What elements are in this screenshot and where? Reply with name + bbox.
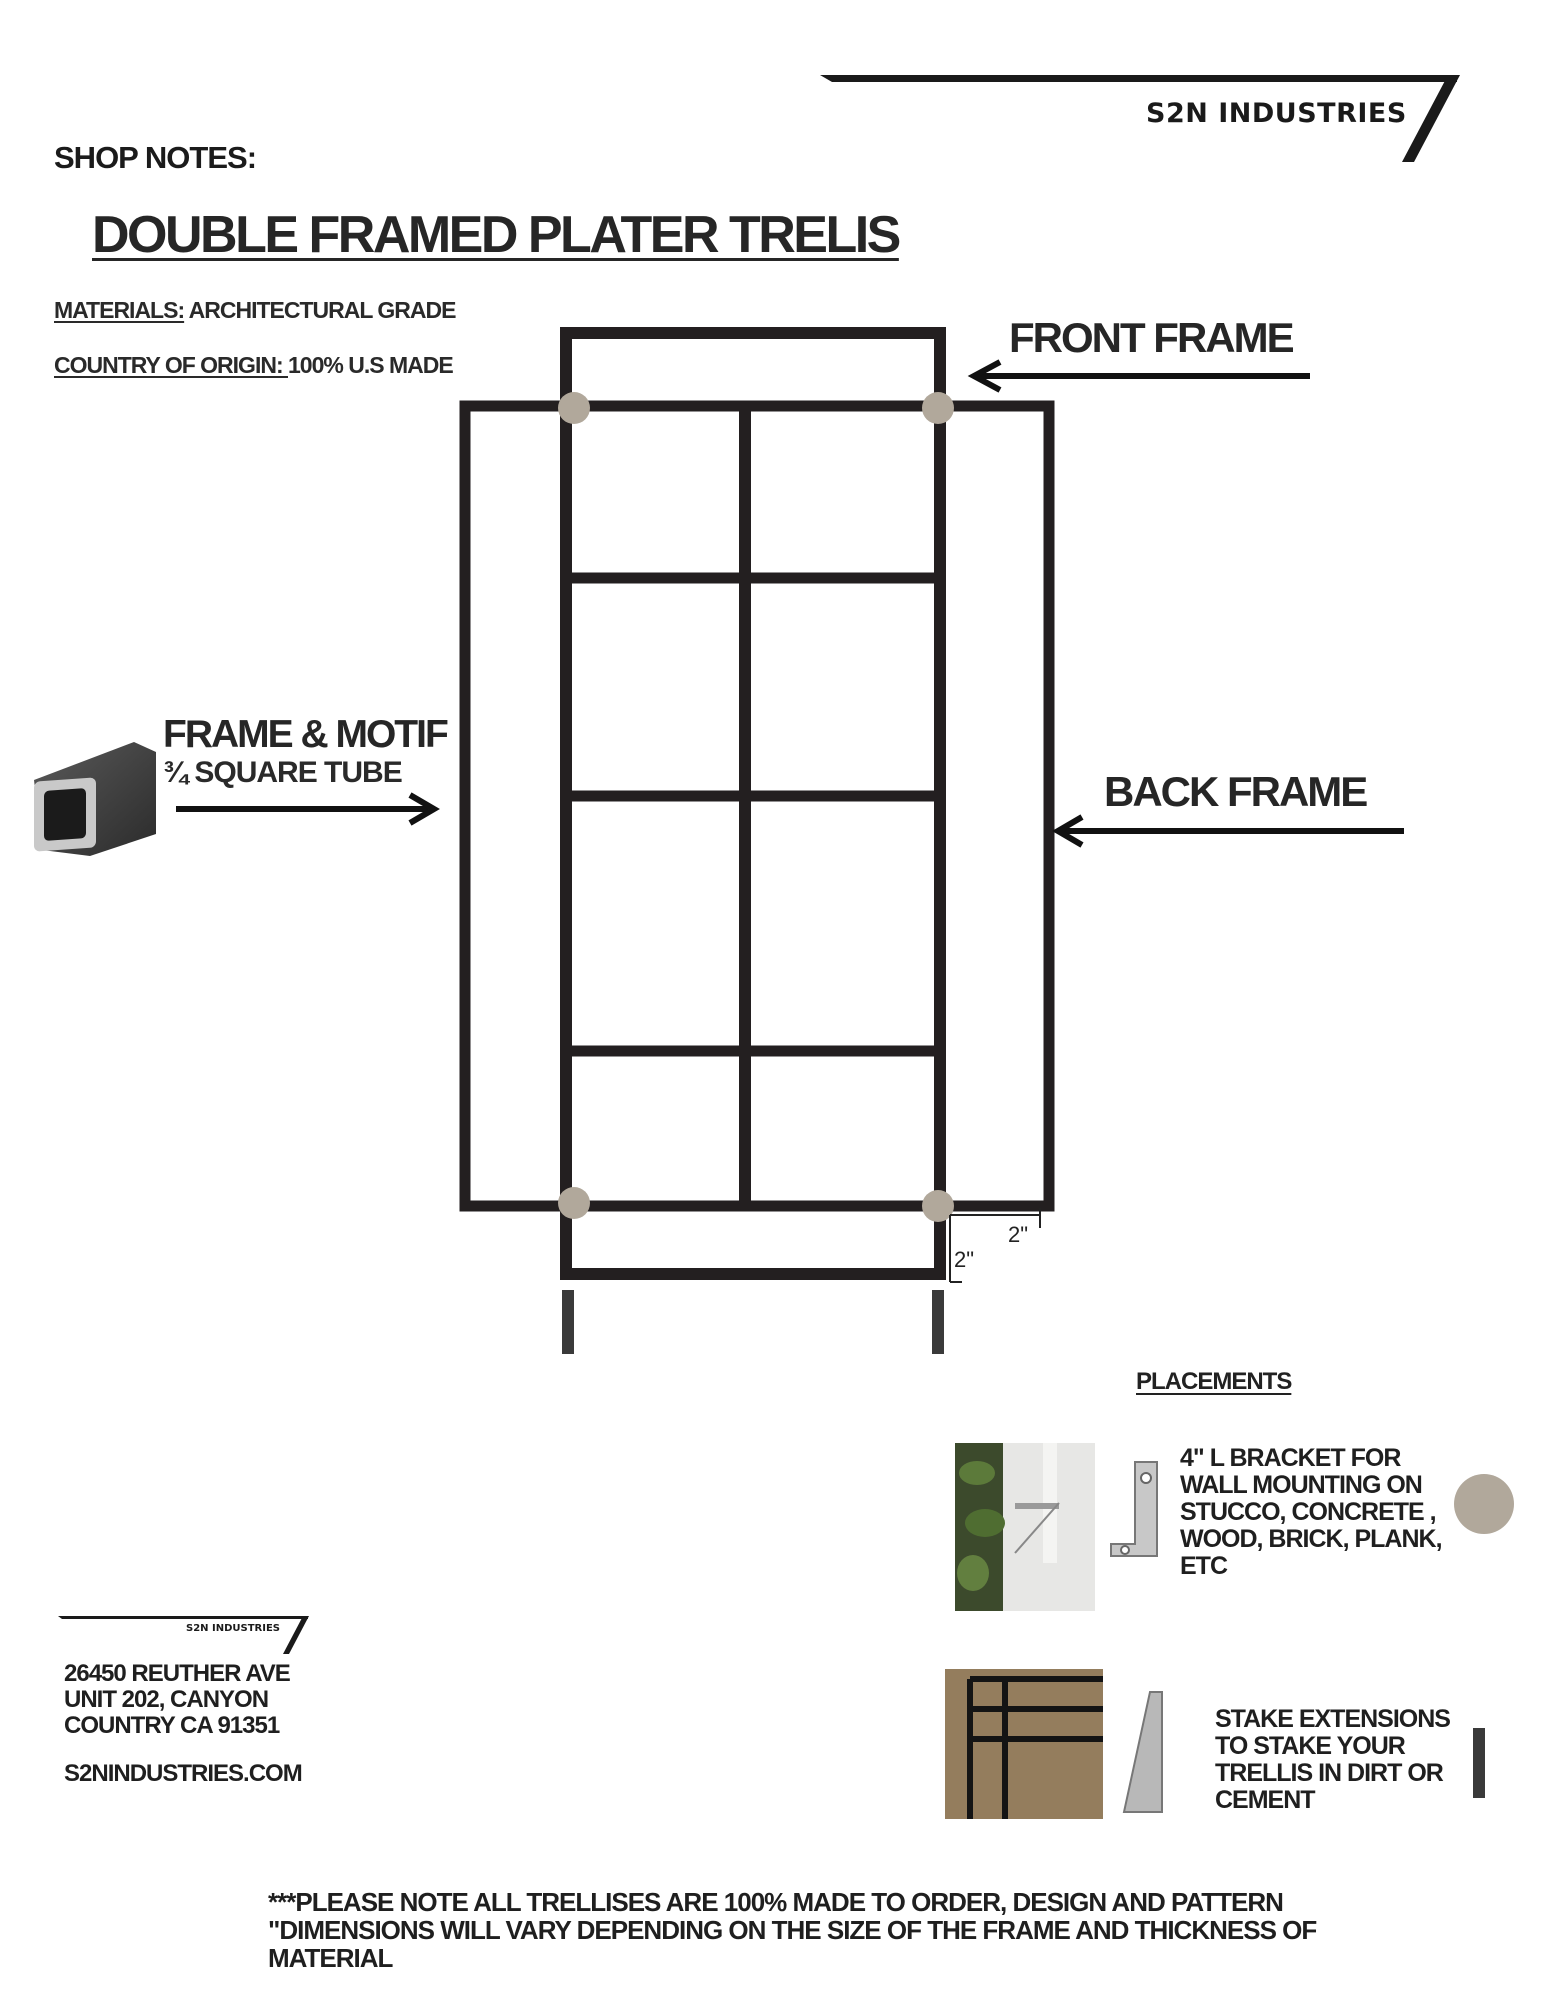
placements-heading: PLACEMENTS [1136, 1368, 1292, 1395]
front-frame-arrow [974, 362, 1310, 390]
origin-label: COUNTRY OF ORIGIN: [54, 352, 288, 378]
shop-notes-label: SHOP NOTES: [54, 140, 257, 175]
mounting-dots [558, 392, 954, 1222]
small-brand-name: S2N INDUSTRIES [186, 1623, 280, 1634]
l-bracket-icon [1105, 1460, 1165, 1565]
stake-left [562, 1290, 574, 1354]
mount-dot-legend [1454, 1474, 1514, 1534]
address-line: COUNTRY CA 91351 [64, 1712, 280, 1739]
bracket-line: ETC [1180, 1552, 1227, 1580]
footer-note [268, 1888, 1316, 1972]
address-line: UNIT 202, CANYON [64, 1686, 269, 1713]
frame-motif-arrow [176, 795, 434, 823]
materials-label: MATERIALS: [54, 297, 185, 323]
stake-description [1215, 1706, 1450, 1814]
footer-note-line: "DIMENSIONS WILL VARY DEPENDING ON THE SIZE OF THE FRAME AND THICKNESS OF [268, 1915, 1317, 1945]
stakes [562, 1290, 944, 1354]
tube-spec-label: ¾ SQUARE TUBE [163, 756, 402, 789]
materials-value: ARCHITECTURAL GRADE [184, 297, 456, 323]
address-line: 26450 REUTHER AVE [64, 1660, 290, 1687]
mount-dot-bottom-left [558, 1187, 590, 1219]
address-block [64, 1661, 290, 1739]
website-link[interactable]: S2NINDUSTRIES.COM [64, 1760, 302, 1787]
footer-note-line: MATERIAL [268, 1943, 393, 1973]
stake-photo [945, 1669, 1103, 1819]
bracket-photo [955, 1443, 1095, 1611]
stake-line: TO STAKE YOUR [1215, 1732, 1405, 1760]
dimension-horizontal: 2" [1008, 1222, 1029, 1247]
square-tube-image [30, 738, 160, 868]
bracket-line: STUCCO, CONCRETE , [1180, 1498, 1436, 1526]
mount-dot-top-right [922, 392, 954, 424]
page-title: DOUBLE FRAMED PLATER TRELIS [92, 206, 899, 264]
stake-line: STAKE EXTENSIONS [1215, 1705, 1450, 1733]
small-brand-banner [58, 1614, 310, 1656]
stake-right [932, 1290, 944, 1354]
stake-line: CEMENT [1215, 1786, 1315, 1814]
bracket-line: WOOD, BRICK, PLANK, [1180, 1525, 1442, 1553]
bracket-line: 4" L BRACKET FOR [1180, 1444, 1401, 1472]
footer-note-line: ***PLEASE NOTE ALL TRELLISES ARE 100% MADE TO ORDER, DESIGN AND PATTERN [268, 1887, 1283, 1917]
back-frame-label: BACK FRAME [1104, 768, 1367, 815]
front-frame [566, 333, 940, 1274]
stake-extension-icon [1120, 1690, 1170, 1815]
stake-line: TRELLIS IN DIRT OR [1215, 1759, 1443, 1787]
dimension-vertical: 2" [954, 1247, 975, 1272]
stake-legend [1473, 1728, 1485, 1798]
front-frame-label: FRONT FRAME [1009, 314, 1293, 361]
brand-name: S2N INDUSTRIES [1146, 98, 1407, 129]
bracket-description [1180, 1445, 1442, 1580]
bracket-line: WALL MOUNTING ON [1180, 1471, 1422, 1499]
back-frame [465, 406, 1049, 1206]
back-frame-arrow [1058, 817, 1404, 845]
frame-motif-label: FRAME & MOTIF [163, 713, 447, 756]
mount-dot-top-left [558, 392, 590, 424]
origin-value: 100% U.S MADE [288, 352, 453, 378]
